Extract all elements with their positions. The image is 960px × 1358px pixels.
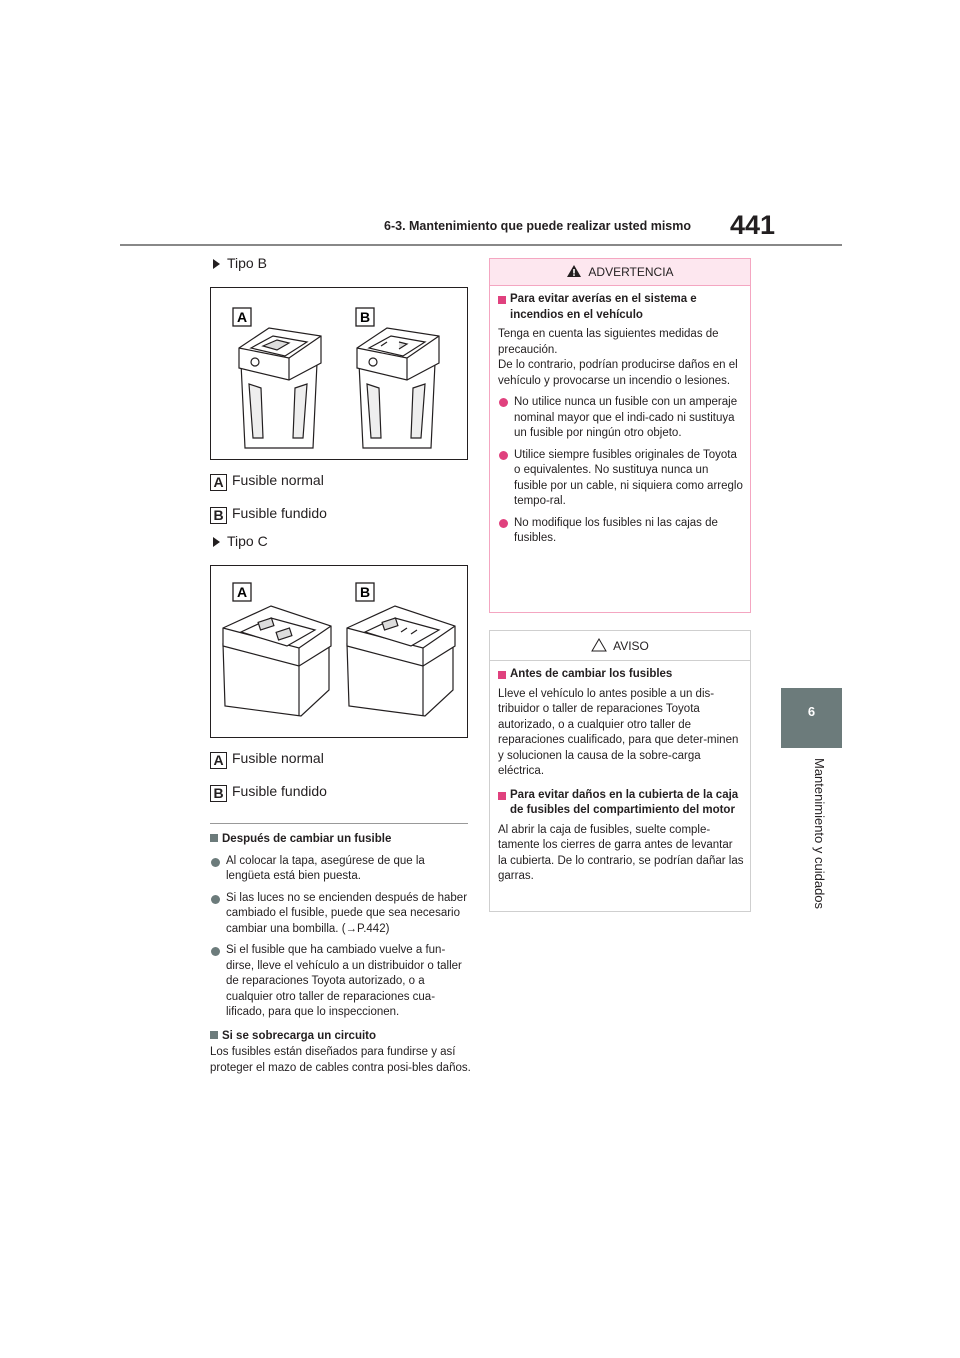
header-divider: [120, 244, 842, 246]
notes-paragraph: Los fusibles están diseñados para fundirse y así proteger el mazo de cables contra posi-bles daños.: [210, 1046, 471, 1074]
warning-triangle-icon: [566, 264, 582, 278]
warning-header: [490, 259, 750, 286]
fuse-type-c-illustration: [211, 566, 467, 737]
section-title: 6-3. Mantenimiento que puede realizar usted mismo: [384, 219, 692, 233]
notes-bullet: Al colocar la tapa, asegúrese de que la lengüeta está bien puesta.: [210, 854, 472, 885]
warning-subheading: Para evitar averías en el sistema e incendios en el vehículo: [498, 292, 744, 323]
type-b-heading: Tipo B: [213, 255, 267, 271]
caution-triangle-icon: [591, 638, 607, 652]
caution-body: [490, 661, 750, 885]
caption-letter-a: A: [210, 474, 227, 491]
caption-letter-b: B: [210, 507, 227, 524]
fuse-type-b-illustration: [211, 288, 467, 459]
fuse-type-b-figure: [210, 287, 468, 460]
caption-text: Fusible normal: [232, 750, 324, 766]
notes-heading-overload: Si se sobrecarga un circuito: [210, 1029, 472, 1045]
arrow-icon: [213, 259, 220, 269]
caution-box: [489, 630, 751, 912]
notes-bullet: Si las luces no se encienden después de haber cambiado el fusible, puede que sea necesario cambiar una bombilla. (→P.442): [210, 891, 472, 938]
letter-a-label: A: [236, 584, 248, 600]
type-c-heading: Tipo C: [213, 533, 268, 549]
caption-row-b-2: [210, 783, 327, 802]
normal-fuse-drawing: [239, 328, 321, 448]
chapter-tab: [781, 688, 842, 748]
caution-text-1: Lleve el vehículo lo antes posible a un dis-tribuidor o taller de reparaciones Toyota autorizado, o a cualquier otro taller de reparaciones cualificado, para que deter-minen y solucionen la causa de la sobre-carga eléctrica.: [498, 687, 739, 777]
caution-title: AVISO: [613, 639, 649, 653]
normal-fuse-drawing: [223, 606, 331, 716]
warning-bullet: Utilice siempre fusibles originales de Toyota o equivalentes. No sustituya nunca un fusible por un cable, ni siquiera como arreglo tempo-ral.: [498, 448, 744, 510]
chapter-number: 6: [807, 704, 816, 719]
caution-subheading-2: Para evitar daños en la cubierta de la caja de fusibles del compartimiento del motor: [498, 788, 744, 819]
warning-title: ADVERTENCIA: [588, 265, 674, 279]
warning-bullet: No modifique los fusibles ni las cajas de fusibles.: [498, 516, 744, 547]
fuse-type-c-figure: [210, 565, 468, 738]
caption-row-b-1: [210, 505, 327, 524]
letter-a-label: A: [236, 309, 248, 325]
caption-letter-b: B: [210, 785, 227, 802]
notes-bullet: Si el fusible que ha cambiado vuelve a fun-dirse, lleve el vehículo a un distribuidor o taller de reparaciones Toyota autorizado, o a cualquier otro taller de reparaciones cua-lificado, para que lo inspeccionen.: [210, 943, 472, 1021]
caption-text: Fusible fundido: [232, 505, 327, 521]
arrow-icon: [213, 537, 220, 547]
notes-divider: [210, 823, 468, 824]
letter-b-label: B: [359, 584, 371, 600]
notes-heading-after-replace: Después de cambiar un fusible: [210, 832, 472, 848]
caption-text: Fusible fundido: [232, 783, 327, 799]
blown-fuse-drawing: [357, 328, 439, 448]
page-number: 441: [730, 210, 776, 240]
caption-text: Fusible normal: [232, 472, 324, 488]
chapter-title: Mantenimiento y cuidados: [812, 758, 827, 910]
warning-intro: Tenga en cuenta las siguientes medidas de precaución.: [498, 328, 719, 356]
blown-fuse-drawing: [347, 606, 455, 716]
caution-header: [490, 631, 750, 661]
warning-body: [490, 286, 750, 547]
warning-intro-2: De lo contrario, podrían producirse daños en el vehículo y provocarse un incendio o lesiones.: [498, 359, 738, 387]
notes-section: [210, 828, 472, 1076]
letter-b-label: B: [359, 309, 371, 325]
warning-box: [489, 258, 751, 613]
caption-row-a-1: [210, 472, 324, 491]
caption-letter-a: A: [210, 752, 227, 769]
caution-text-2: Al abrir la caja de fusibles, suelte comple-tamente los cierres de garra antes de levantar la cubierta. De lo contrario, se podrían dañar las garras.: [498, 823, 744, 882]
warning-bullet: No utilice nunca un fusible con un amperaje nominal mayor que el indi-cado ni sustituya un fusible por ningún otro objeto.: [498, 395, 744, 442]
caption-row-a-2: [210, 750, 324, 769]
caution-subheading-1: Antes de cambiar los fusibles: [498, 667, 744, 683]
